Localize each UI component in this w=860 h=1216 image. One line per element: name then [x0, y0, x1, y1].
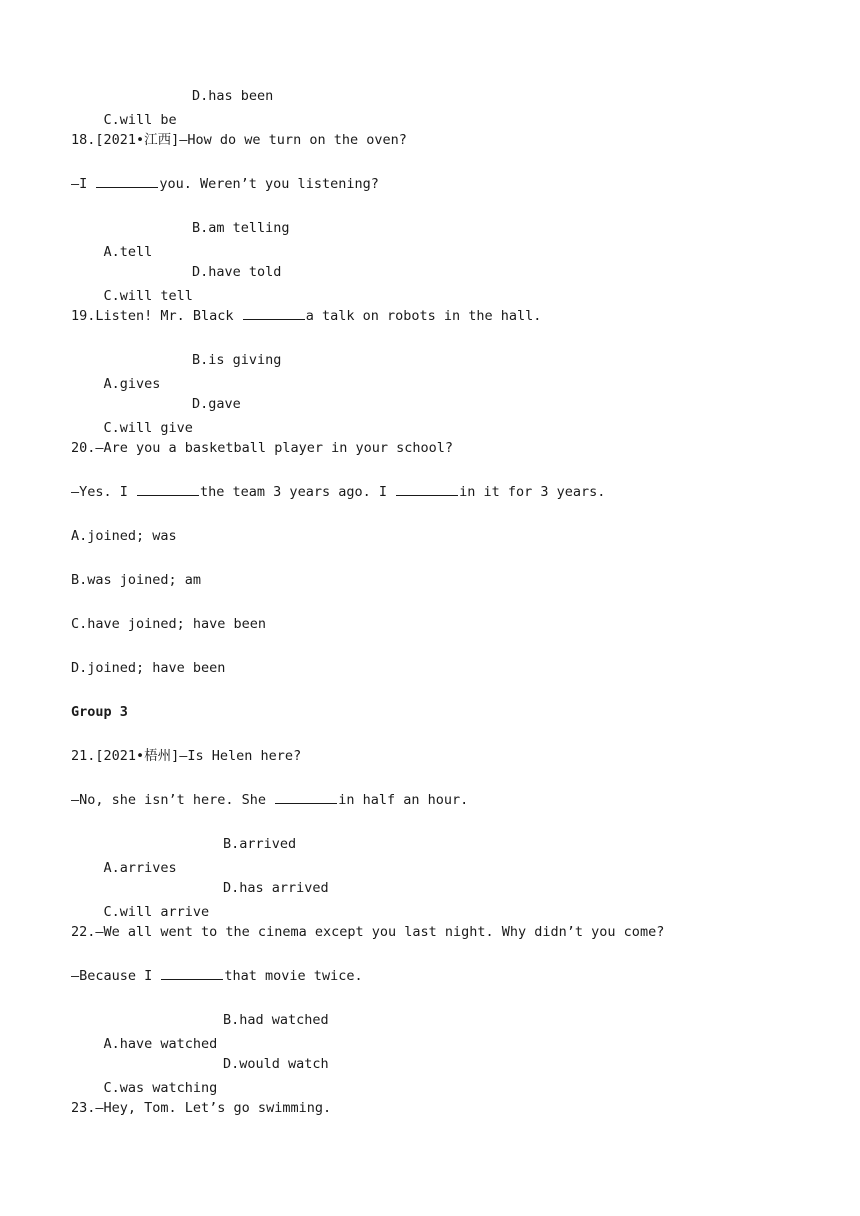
option-d: D.have told: [192, 264, 282, 280]
option-a: A.gives: [103, 376, 161, 392]
question-18-stem: 18.[2021•江西]—How do we turn on the oven?: [71, 132, 407, 148]
options-line: [71, 84, 274, 128]
option-c: C.will arrive: [103, 904, 210, 920]
options-line: [71, 260, 282, 304]
option-c: C.will be: [103, 112, 177, 128]
response-text-end: you. Weren’t you listening?: [159, 176, 379, 192]
option-d: D.has arrived: [223, 880, 329, 896]
option-a: A.joined; was: [71, 528, 177, 544]
question-19-stem: [71, 304, 541, 328]
answer-blank: [96, 173, 158, 188]
option-c: C.will give: [103, 420, 193, 436]
option-d: D.joined; have been: [71, 660, 226, 676]
option-b: B.am telling: [192, 220, 290, 236]
option-b: B.was joined; am: [71, 572, 202, 588]
option-a: A.arrives: [103, 860, 177, 876]
section-heading: Group 3: [71, 704, 128, 720]
options-line: [71, 832, 297, 876]
option-c: C.was watching: [103, 1080, 218, 1096]
response-text-start: —No, she isn’t here. She: [71, 792, 275, 808]
question-23-stem: 23.—Hey, Tom. Let’s go swimming.: [71, 1100, 332, 1116]
option-c: C.have joined; have been: [71, 616, 267, 632]
response-text-end: in it for 3 years.: [459, 484, 606, 500]
options-line: [71, 392, 241, 436]
stem-text-start: 19.Listen! Mr. Black: [71, 308, 242, 324]
option-d: D.gave: [192, 396, 241, 412]
option-b: B.is giving: [192, 352, 282, 368]
response-text-end: in half an hour.: [338, 792, 469, 808]
question-21-response: [71, 788, 468, 812]
question-20-response: [71, 480, 605, 504]
answer-blank: [137, 481, 199, 496]
option-d: D.would watch: [223, 1056, 329, 1072]
answer-blank: [275, 789, 337, 804]
option-d: D.has been: [192, 88, 274, 104]
response-text-start: —I: [71, 176, 96, 192]
option-a: A.tell: [103, 244, 153, 260]
answer-blank: [243, 305, 305, 320]
question-22-stem: 22.—We all went to the cinema except you last night. Why didn’t you come?: [71, 924, 665, 940]
option-a: A.have watched: [103, 1036, 218, 1052]
options-line: [71, 876, 329, 920]
question-21-stem: 21.[2021•梧州]—Is Helen here?: [71, 748, 302, 764]
answer-blank: [161, 965, 223, 980]
options-line: [71, 1008, 329, 1052]
option-c: C.will tell: [103, 288, 193, 304]
question-18-response: [71, 172, 379, 196]
option-b: B.arrived: [223, 836, 297, 852]
question-22-response: [71, 964, 363, 988]
stem-text-end: a talk on robots in the hall.: [305, 308, 542, 324]
response-text-start: —Yes. I: [71, 484, 137, 500]
options-line: [71, 1052, 329, 1096]
option-b: B.had watched: [223, 1012, 329, 1028]
options-line: [71, 216, 290, 260]
question-20-stem: 20.—Are you a basketball player in your school?: [71, 440, 454, 456]
response-text-start: —Because I: [71, 968, 161, 984]
response-text-end: that movie twice.: [224, 968, 363, 984]
answer-blank: [396, 481, 458, 496]
response-text-middle: the team 3 years ago. I: [200, 484, 396, 500]
options-line: [71, 348, 282, 392]
